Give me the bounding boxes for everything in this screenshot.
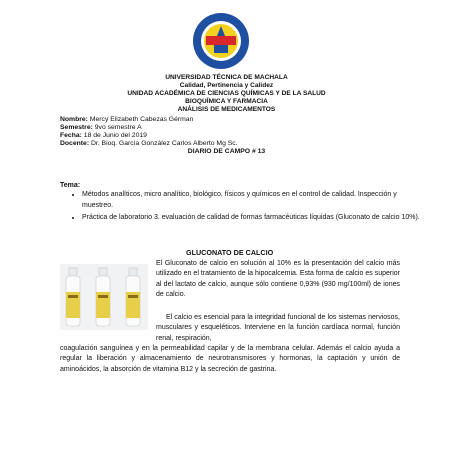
meta-nombre: Nombre: Mercy Elizabeth Cabezas Gérman xyxy=(60,116,194,123)
university-motto: Calidad, Pertinencia y Calidez xyxy=(179,82,274,89)
academic-unit: UNIDAD ACADÉMICA DE CIENCIAS QUÍMICAS Y DE LA SALUD xyxy=(127,90,326,97)
course-name: ANÁLISIS DE MEDICAMENTOS xyxy=(177,106,276,113)
section-title: GLUCONATO DE CALCIO xyxy=(186,248,274,257)
topic-list xyxy=(60,190,424,226)
program-name: BIOQUÍMICA Y FARMACIA xyxy=(185,98,268,105)
topic-item: • Métodos analíticos, micro analítico, biológico, físicos y químicos en el control de calidad. Inspección y muestreo. xyxy=(82,190,424,211)
diario-title: DIARIO DE CAMPO # 13 xyxy=(187,148,266,155)
meta-docente: Docente: Dr. Bioq. García González Carlos Alberto Mg Sc. xyxy=(60,140,238,147)
meta-fecha: Fecha: 18 de Junio del 2019 xyxy=(60,132,147,139)
paragraph-gluconate-intro: El Gluconato de calcio en solución al 10% es la presentación del calcio más utilizado en el tratamiento de la hipocalcemia. Esta forma de calcio es superior al del lactato de calcio, aunque sólo contiene 0,93% (930 mg/100ml) de iones de calcio. xyxy=(156,260,400,298)
topic-item: • Práctica de laboratorio 3. evaluación de calidad de formas farmacéuticas líquidas (Gluconato de calcio 10%). xyxy=(82,213,424,224)
tema-label: Tema: xyxy=(60,182,81,189)
university-seal-logo xyxy=(192,12,250,70)
paragraph-calcium-function-cont: coagulación sanguínea y en la permeabilidad capilar y de la membrana celular. Además el calcio ayuda a regular la liberación y almacenamiento de neurotransmisores y hormonas, la captación y unión de aminoácidos, la absorción de vitamina B12 y la secreción de gastrina. xyxy=(60,345,400,373)
paragraph-calcium-function: El calcio es esencial para la integridad funcional de los sistemas nerviosos, musculares y esqueléticos. Interviene en la función cardíaca normal, función renal, respiración, xyxy=(156,314,400,342)
meta-semestre: Semestre: 9vo semestre A xyxy=(60,124,142,131)
university-name: UNIVERSIDAD TÉCNICA DE MACHALA xyxy=(165,74,288,81)
gluconate-bottles-photo xyxy=(60,264,148,330)
